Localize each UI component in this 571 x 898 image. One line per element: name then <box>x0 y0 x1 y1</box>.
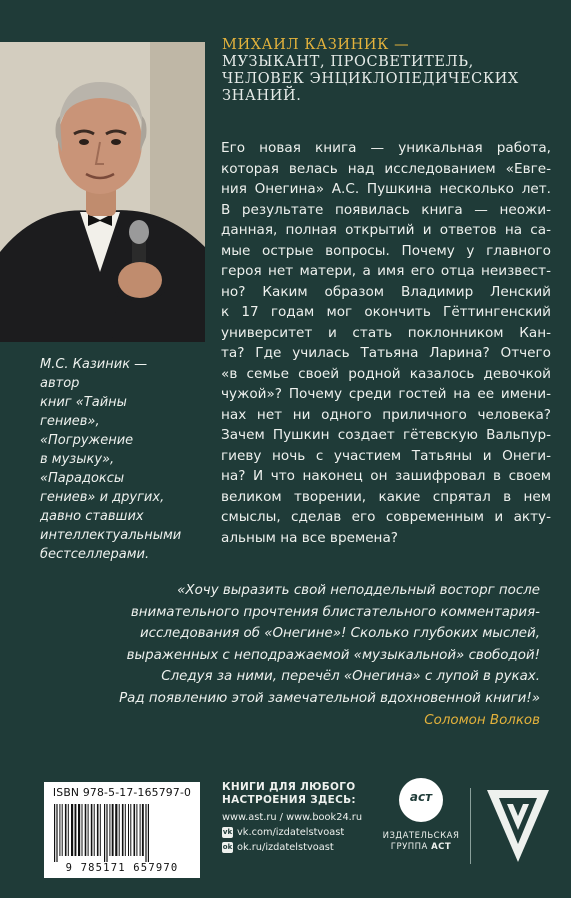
author-portrait-illustration <box>0 42 205 342</box>
barcode-bar <box>82 804 83 856</box>
description-line: смыслы, сделав его современным и акту- <box>221 509 551 525</box>
publisher-links <box>222 781 367 855</box>
review-quote <box>100 580 540 732</box>
barcode-bar <box>140 804 141 856</box>
logo-divider <box>470 788 471 864</box>
barcode-bar <box>136 804 137 856</box>
author-name: МИХАИЛ КАЗИНИК — <box>222 37 410 53</box>
barcode-bar <box>59 804 60 856</box>
barcode-bar <box>54 804 55 862</box>
quote-signature: Соломон Волков <box>424 713 540 728</box>
ast-logo-mark: аст <box>409 790 433 804</box>
barcode-bar <box>109 804 110 856</box>
ast-logo-text: ИЗДАТЕЛЬСКАЯ ГРУППА АСТ <box>382 831 460 852</box>
description-line: героя нет матери, а имя его отца неизвест- <box>221 263 551 279</box>
links-heading: НАСТРОЕНИЯ ЗДЕСЬ: <box>222 794 356 806</box>
vk-icon: vk <box>222 828 233 836</box>
ast-logo-icon <box>399 778 443 822</box>
caption-line: гениев» и других, <box>40 490 165 505</box>
caption-line: интеллектуальными <box>40 528 182 543</box>
v-shield-logo-icon <box>483 786 553 866</box>
author-tagline: ЧЕЛОВЕК ЭНЦИКЛОПЕДИЧЕСКИХ <box>222 71 519 87</box>
barcode-bar <box>125 804 126 856</box>
description-line: Зачем Пушкин создает гётевскую Вальпур- <box>221 427 551 443</box>
description-line: чужой»? Почему среди гостей на ее имени- <box>221 386 551 402</box>
barcode-bar <box>78 804 80 856</box>
links-heading: КНИГИ ДЛЯ ЛЮБОГО <box>222 781 356 793</box>
ok-link[interactable]: ok ok.ru/izdatelstvoast <box>222 842 334 853</box>
barcode-bar <box>75 804 77 856</box>
barcode-bar <box>142 804 144 856</box>
description-line: В результате появилась книга — неожи- <box>221 201 551 218</box>
barcode-bar <box>148 804 149 862</box>
quote-line: исследования об «Онегине»! Сколько глубоких мыслей, <box>139 626 540 641</box>
barcode-bar <box>130 804 131 856</box>
description-line: университет и стать поклонником Кан- <box>221 324 551 341</box>
ast-publisher-logo <box>380 778 462 868</box>
caption-line: М.С. Казиник — автор <box>40 357 148 391</box>
author-tagline: ЗНАНИЙ. <box>222 88 302 104</box>
author-tagline: МУЗЫКАНТ, ПРОСВЕТИТЕЛЬ, <box>222 54 474 70</box>
description-line: великом творении, какие спрятал в нем <box>221 488 551 505</box>
barcode-bar <box>104 804 105 862</box>
barcode-bar <box>115 804 117 856</box>
barcode-bar <box>97 804 99 856</box>
description-line: но? Каким образом Владимир Ленский <box>221 283 551 300</box>
isbn-text: ISBN 978-5-17-165797-0 <box>52 786 192 799</box>
caption-line: бестселлерами. <box>40 547 150 562</box>
caption-line: книг «Тайны гениев», <box>40 395 127 429</box>
barcode-bar <box>112 804 114 856</box>
description-line: гиеву ночь с участием Татьяны и Онеги- <box>221 447 551 464</box>
barcode-bar <box>122 804 124 856</box>
barcode-bar <box>119 804 120 856</box>
barcode-bar <box>68 804 69 856</box>
caption-line: «Парадоксы <box>40 471 125 486</box>
barcode-bar <box>106 804 107 862</box>
website-link[interactable]: www.ast.ru / www.book24.ru <box>222 812 363 823</box>
description-line: Его новая книга — уникальная работа, <box>221 140 551 156</box>
description-line: ния Онегина» А.С. Пушкина несколько лет. <box>221 181 551 197</box>
description-line: «в семье своей родной казалось девочкой <box>221 365 551 382</box>
description-line: мые острые вопросы. Почему у главного <box>221 242 551 259</box>
quote-line: внимательного прочтения блистательного комментария- <box>130 604 540 620</box>
description-line: которая велась над исследованием «Евге- <box>221 160 551 177</box>
barcode-bar <box>91 804 93 856</box>
barcode-bar <box>71 804 73 856</box>
caption-line: давно ставших <box>40 509 144 524</box>
quote-line: выраженных с неподражаемой «музыкальной» свободой! <box>126 647 540 663</box>
barcode-bar <box>62 804 63 856</box>
description-line: та? Где училась Татьяна Ларина? Отчего <box>221 345 551 361</box>
photo-caption <box>40 355 190 564</box>
book-description <box>221 138 551 548</box>
barcode-bar <box>100 804 101 856</box>
barcode-bar <box>88 804 89 856</box>
quote-line: Следуя за ними, перечёл «Онегина» с лупой в руках. <box>161 669 540 684</box>
description-line: альным на все времена? <box>221 529 398 546</box>
barcode-bar <box>134 804 136 856</box>
quote-line: «Хочу выразить свой неподдельный восторг после <box>177 583 540 598</box>
description-line: данная, полная открытий и ответов на са- <box>221 222 551 238</box>
caption-line: в музыку», <box>40 452 115 467</box>
caption-line: «Погружение <box>40 433 134 448</box>
barcode-bar <box>56 804 57 862</box>
description-line: на? И что наконец он зашифровал в своем <box>221 468 551 484</box>
author-heading <box>222 37 552 105</box>
barcode-bar <box>128 804 129 856</box>
quote-line: Рад появлению этой замечательной вдохновенной книги!» <box>119 690 540 706</box>
description-line: нах нет ни одного приличного человека? <box>221 406 551 423</box>
description-line: к 17 годам мог окончить Гёттингенский <box>221 304 551 320</box>
barcode <box>44 782 200 878</box>
barcode-bar <box>85 804 87 856</box>
barcode-digits: 9 785171 657970 <box>65 862 179 874</box>
author-photo <box>0 42 205 342</box>
barcode-bar <box>145 804 146 862</box>
barcode-bars <box>52 804 192 862</box>
vk-link[interactable]: vk vk.com/izdatelstvoast <box>222 827 345 838</box>
barcode-bar <box>94 804 95 856</box>
ok-icon: ok <box>222 843 233 851</box>
barcode-bar <box>65 804 67 856</box>
